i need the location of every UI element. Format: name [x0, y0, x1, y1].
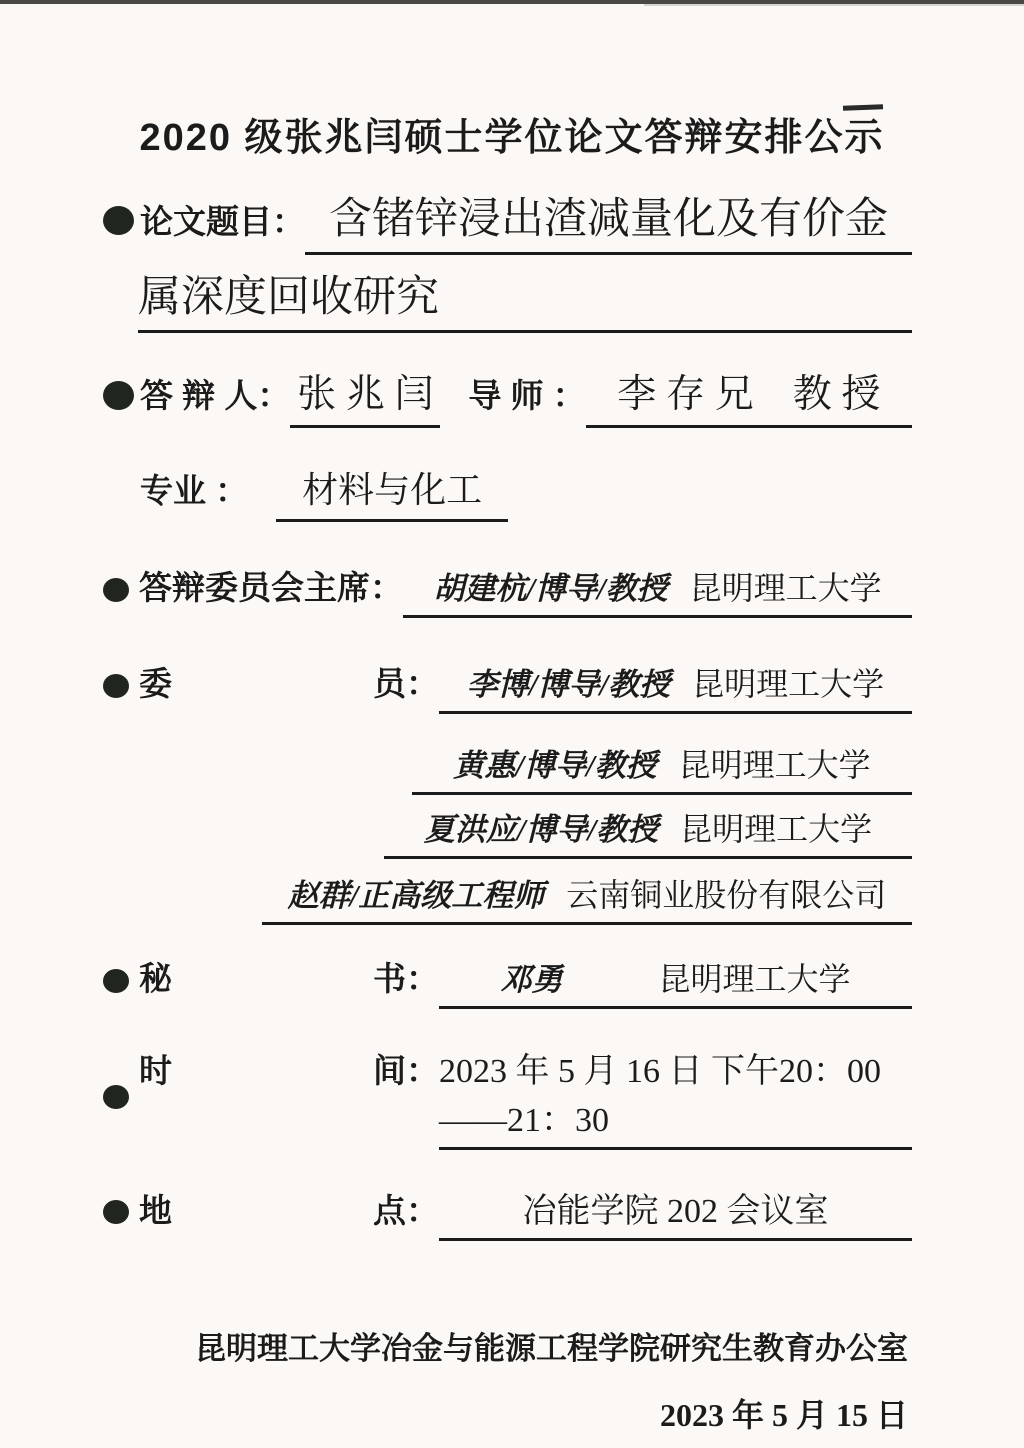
thesis-title-line2: 属深度回收研究 — [138, 263, 912, 333]
thesis-title-label: 论文题目： — [140, 203, 305, 240]
committee-member-value — [262, 870, 912, 925]
secretary-label-right: 书： — [373, 960, 439, 997]
committee-member-value — [412, 740, 912, 795]
thesis-title-row2 — [138, 263, 912, 333]
member-name-signature: 黄惠/博导/教授 — [453, 748, 657, 783]
secretary-value — [439, 954, 912, 1009]
bullet-circle-icon — [103, 1085, 129, 1109]
committee-member-value — [384, 804, 912, 859]
time-label-left: 时 — [139, 1052, 172, 1089]
committee-label — [139, 658, 439, 705]
committee-member-row — [103, 740, 912, 795]
bullet-circle-icon — [103, 674, 129, 698]
committee-member-row — [103, 870, 912, 925]
place-label — [139, 1185, 439, 1232]
footer-date: 2023 年 5 月 15 日 — [659, 1397, 908, 1433]
page-title: 2020 级张兆闫硕士学位论文答辩安排公示 — [139, 117, 885, 159]
secretary-name-signature: 邓勇 — [500, 962, 563, 997]
committee-label-left: 委 — [139, 665, 172, 702]
defender-name: 张 兆 闫 — [290, 363, 440, 428]
member-organization: 昆明理工大学 — [680, 811, 873, 847]
secretary-row — [103, 953, 912, 1009]
secretary-organization: 昆明理工大学 — [658, 961, 851, 997]
committee-member-row — [103, 658, 912, 714]
bullet-circle-icon — [103, 381, 134, 410]
time-label-right: 间： — [373, 1052, 439, 1089]
thesis-title-line1: 含锗锌浸出渣减量化及有价金 — [305, 185, 912, 255]
bullet-circle-icon — [103, 969, 129, 993]
scan-edge-artifact — [0, 0, 1024, 4]
time-row — [103, 1043, 912, 1150]
committee-member-value — [439, 659, 912, 714]
member-name-signature: 李博/博导/教授 — [466, 667, 671, 702]
place-label-left: 地 — [139, 1192, 172, 1229]
footer-office-name: 昆明理工大学冶金与能源工程学院研究生教育办公室 — [195, 1331, 908, 1366]
supervisor-label: 导 师 ： — [468, 377, 586, 414]
chair-name-signature: 胡建杭/博导/教授 — [433, 571, 668, 606]
chair-value — [403, 563, 912, 618]
chair-organization: 昆明理工大学 — [689, 570, 882, 606]
defender-label: 答 辩 人： — [140, 377, 291, 414]
member-name-signature: 夏洪应/博导/教授 — [423, 812, 659, 847]
time-value: 2023 年 5 月 16 日 下午20：00——21：30 — [439, 1043, 912, 1150]
place-label-right: 点： — [373, 1192, 439, 1229]
secretary-label — [139, 953, 439, 1000]
defender-row — [103, 363, 912, 428]
chair-label: 答辩委员会主席： — [139, 569, 403, 606]
major-label: 专业 ： — [140, 472, 249, 509]
member-organization: 昆明理工大学 — [678, 747, 871, 783]
chair-row — [103, 562, 912, 618]
thesis-title-row — [103, 185, 912, 255]
major-row — [140, 462, 912, 522]
place-value: 冶能学院 202 会议室 — [439, 1183, 912, 1241]
major-value: 材料与化工 — [276, 462, 508, 522]
committee-label-right: 员： — [373, 665, 439, 702]
member-name-signature: 赵群/正高级工程师 — [287, 878, 545, 913]
bullet-circle-icon — [103, 578, 129, 602]
secretary-label-left: 秘 — [139, 960, 172, 997]
member-organization: 昆明理工大学 — [692, 666, 885, 702]
time-label — [139, 1045, 439, 1092]
supervisor-name: 李 存 兄 教 授 — [586, 363, 912, 428]
member-organization: 云南铜业股份有限公司 — [566, 877, 887, 913]
committee-member-row — [103, 804, 912, 859]
bullet-circle-icon — [103, 206, 134, 235]
place-row — [103, 1183, 912, 1241]
bullet-circle-icon — [103, 1200, 129, 1224]
